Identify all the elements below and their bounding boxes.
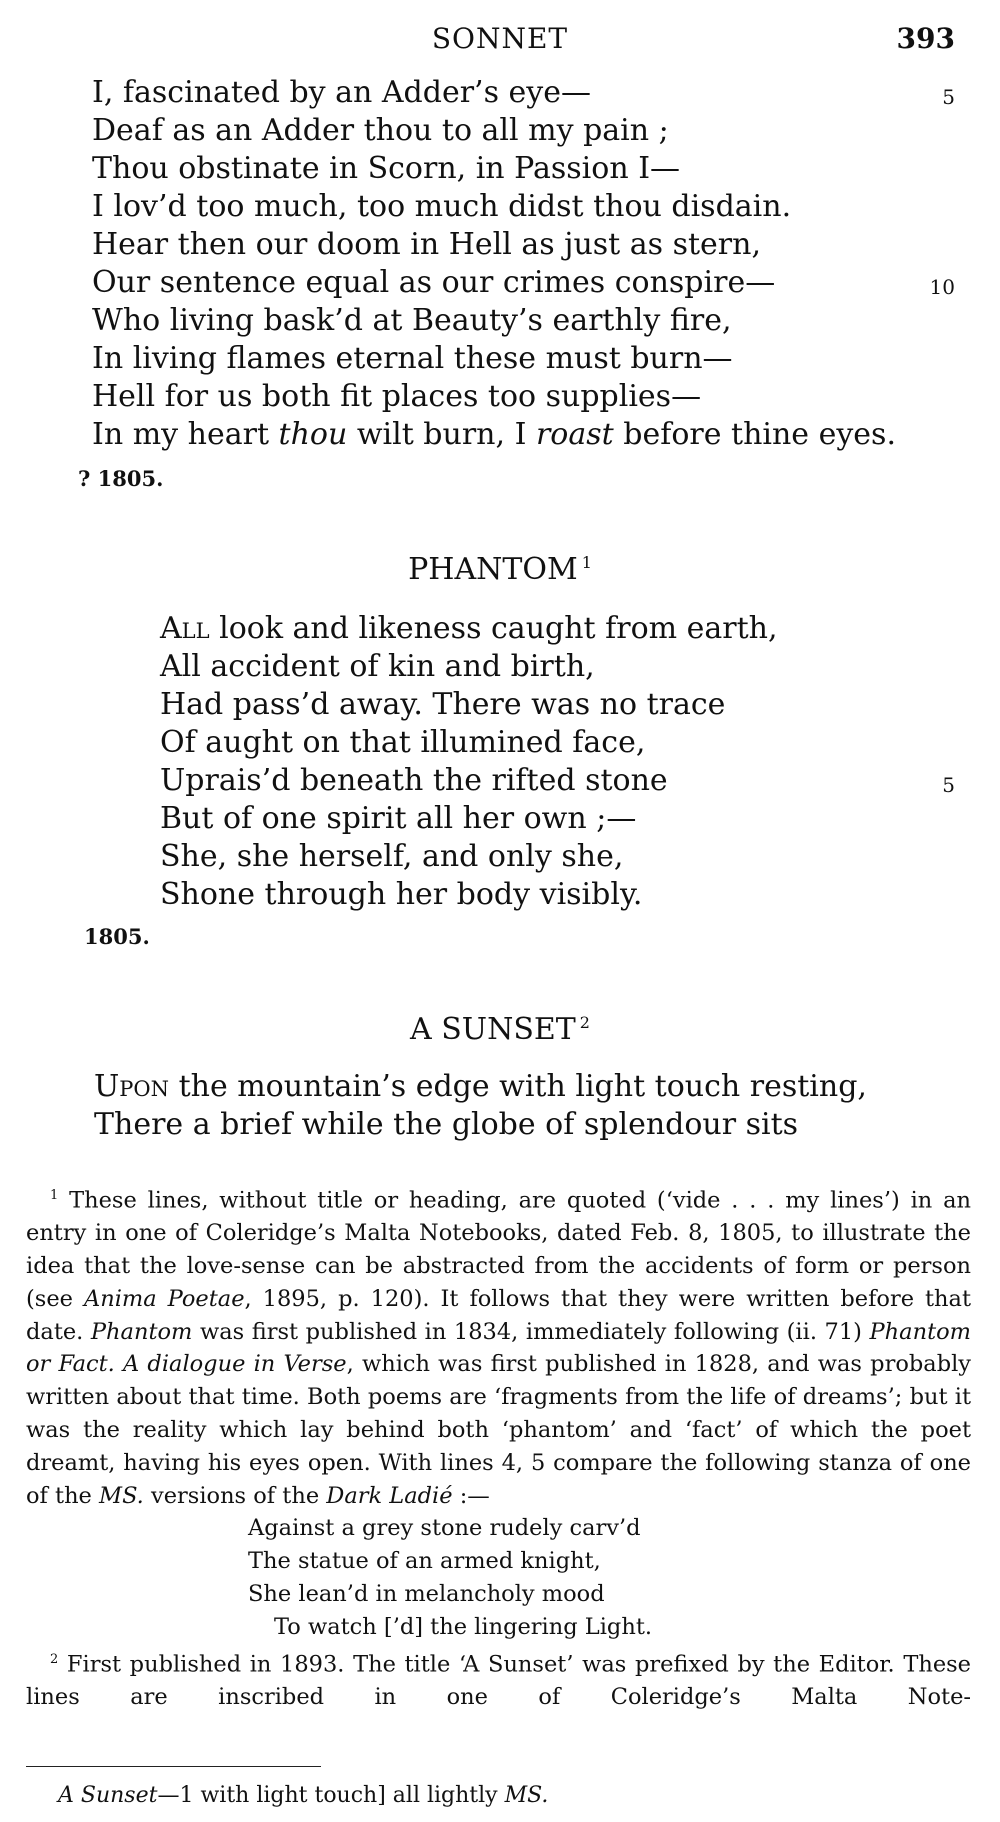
variant-reading: A Sunset—1 with light touch] all lightly MS. [58,1783,549,1808]
running-title: SONNET [431,22,569,55]
poem-line-final: In my heart thou wilt burn, I roast before thine eyes. [92,417,896,452]
poem-line: She, she herself, and only she, [160,839,624,874]
poem-date: 1805. [84,924,150,949]
poem-line: Our sentence equal as our crimes conspire— [92,265,776,300]
footnote-mark: 1 [581,553,592,572]
poem-line: Shone through her body visibly. [160,877,643,912]
sunset-heading: A SUNSET $^2$ [410,1012,590,1047]
page-number: 393 [896,22,955,55]
poem-line: Hell for us both fit places too supplies— [92,379,702,414]
poem-line: Had pass’d away. There was no trace [160,687,726,722]
poem-line: Hear then our doom in Hell as just as stern, [92,227,761,262]
quoted-stanza [26,1512,971,1643]
poem-line: Of aught on that illumined face, [160,725,646,760]
poem-line: In living flames eternal these must burn— [92,341,733,376]
poem-date: ? 1805. [78,466,164,491]
poem-line: I lov’d too much, too much didst thou disdain. [92,189,792,224]
poem-line: I, fascinated by an Adder’s eye— [92,75,591,110]
stanza-line: The statue of an armed knight, [248,1548,601,1575]
line-number: 5 [942,85,955,109]
poem-line: All accident of kin and birth, [160,649,595,684]
footnotes [26,1180,971,1714]
poem-line: There a brief while the globe of splendour sits [94,1107,799,1142]
poem-line: But of one spirit all her own ;— [160,801,637,836]
stanza-line: To watch [’d] the lingering Light. [274,1613,653,1640]
footnote-1: $^1$ These lines, without title or heading, are quoted (‘vide . . . my lines’) in an entry in one of Coleridge’s Malta Notebooks, dated Feb. 8, 1805, to illustrate the idea that the love-sense can be abstracted from the accidents of form or person (see Anima Poetae, 1895, p. 120). It follows that they were written before that date. Phantom was first published in 1834, immediately following (ii. 71) Phantom or Fact. A dialogue in Verse, which was first published in 1828, and was probably written about that time. Both poems are ‘fragments from the life of dreams’; but it was the reality which lay behind both ‘phantom’ and ‘fact’ of which the poet dreamt, having his eyes open. With lines 4, 5 compare the following stanza of one of the MS. versions of the Dark Ladié :— [26,1187,972,1509]
apparatus-rule [26,1766,321,1767]
footnote-mark: 2 [579,1013,590,1032]
footnote-2: $^2$ First published in 1893. The title ‘A Sunset’ was prefixed by the Editor. These lines are inscribed in one of Coleridge’s Malta Note- [26,1651,971,1710]
poem-line: Deaf as an Adder thou to all my pain ; [92,113,669,148]
poem-line: Uprais’d beneath the rifted stone [160,763,668,798]
running-head [0,22,1000,62]
poem-line: Thou obstinate in Scorn, in Passion I— [92,151,681,186]
poem-line: Who living bask’d at Beauty’s earthly fire, [92,303,732,338]
stanza-line: She lean’d in melancholy mood [248,1581,605,1608]
line-number: 5 [942,773,955,797]
phantom-heading: PHANTOM $^1$ [408,552,592,587]
stanza-line: Against a grey stone rudely carv’d [248,1515,641,1542]
line-number: 10 [929,275,955,299]
poem-line: All look and likeness caught from earth, [160,611,778,646]
poem-line: Upon the mountain’s edge with light touch resting, [94,1069,867,1104]
